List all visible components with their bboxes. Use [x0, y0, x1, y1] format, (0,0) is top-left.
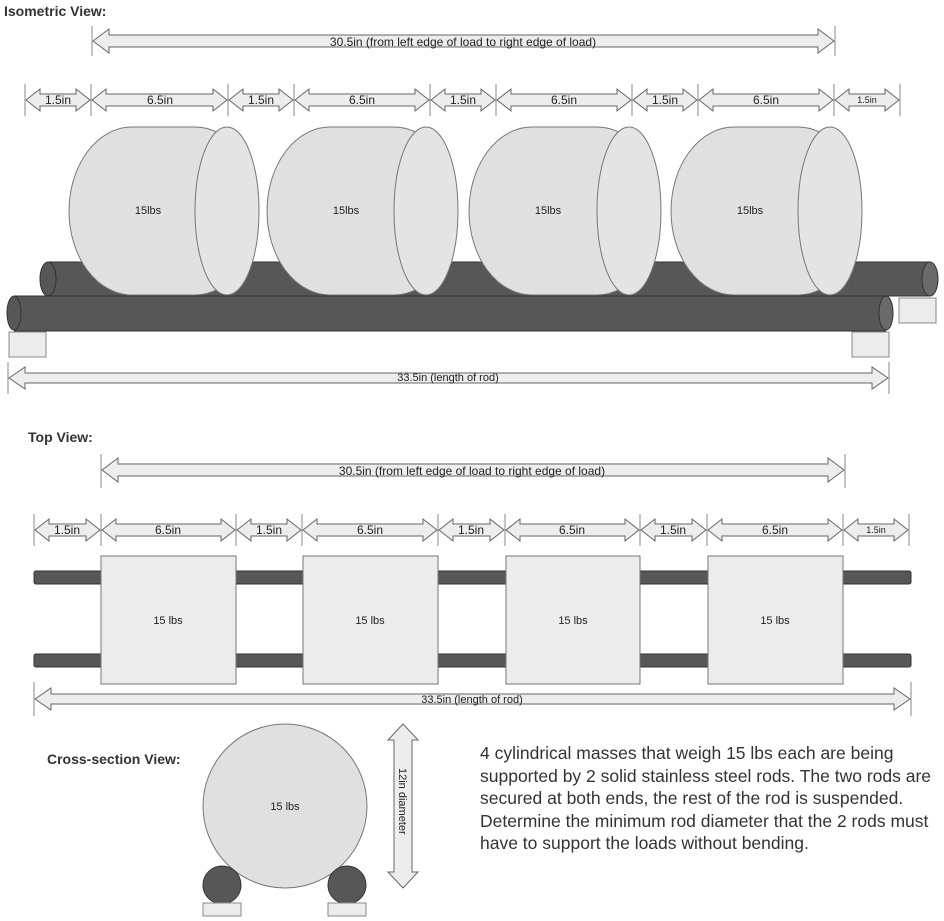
svg-text:33.5in (length of rod): 33.5in (length of rod)	[421, 694, 523, 706]
diameter-dimension	[388, 724, 418, 888]
svg-text:15 lbs: 15 lbs	[270, 801, 300, 813]
svg-text:15lbs: 15lbs	[134, 205, 162, 217]
iso-load-cylinder-2	[267, 127, 458, 295]
svg-text:6.5in: 6.5in	[558, 523, 586, 537]
svg-text:15lbs: 15lbs	[534, 205, 562, 217]
problem-description: 4 cylindrical masses that weigh 15 lbs each are being supported by 2 solid stainless steel rods. The two rods are secured at both ends, the rest of the rod is suspended. Determine the minimum rod diameter that the 2 rods must have to support the loads without bending.	[480, 743, 932, 853]
svg-text:15 lbs: 15 lbs	[355, 615, 385, 627]
svg-text:6.5in: 6.5in	[146, 93, 174, 107]
svg-text:15 lbs: 15 lbs	[760, 615, 790, 627]
svg-text:30.5in (from left edge of load: 30.5in (from left edge of load to right edge of load)	[329, 35, 597, 49]
svg-text:1.5in: 1.5in	[659, 523, 687, 537]
iso-load-cylinder-1	[69, 127, 259, 295]
iso-front-left-support	[9, 332, 46, 357]
cross-section-rod-left	[203, 866, 241, 904]
iso-front-right-support	[852, 332, 889, 357]
svg-text:1.5in: 1.5in	[255, 523, 283, 537]
top-load-3	[506, 556, 640, 684]
svg-text:6.5in: 6.5in	[356, 523, 384, 537]
svg-text:15lbs: 15lbs	[332, 205, 360, 217]
svg-text:6.5in: 6.5in	[550, 93, 578, 107]
svg-text:1.5in: 1.5in	[457, 523, 485, 537]
iso-front-rod	[7, 296, 893, 331]
svg-text:1.5in: 1.5in	[53, 523, 81, 537]
iso-rod-length-dimension	[8, 362, 889, 394]
iso-overall-load-dimension	[92, 26, 835, 56]
svg-text:12in diameter: 12in diameter	[396, 768, 408, 835]
iso-load-cylinder-4	[671, 127, 862, 295]
top-view-title: Top View:	[28, 429, 93, 445]
svg-text:6.5in: 6.5in	[761, 523, 789, 537]
top-rod-length-dimension	[34, 682, 911, 716]
svg-text:1.5in: 1.5in	[247, 93, 275, 107]
top-load-4	[708, 556, 843, 684]
iso-back-right-support	[899, 298, 936, 323]
cross-section-rod-right	[328, 866, 366, 904]
cross-section-title: Cross-section View:	[47, 751, 181, 767]
cross-section-support-right	[328, 903, 366, 916]
svg-text:15lbs: 15lbs	[736, 205, 764, 217]
iso-load-cylinder-3	[469, 127, 661, 295]
cross-section-support-left	[203, 903, 241, 916]
top-segment-dimensions	[34, 514, 909, 546]
cross-section-load	[203, 724, 367, 888]
svg-text:1.5in: 1.5in	[651, 93, 679, 107]
svg-text:1.5in: 1.5in	[857, 95, 877, 105]
svg-text:15 lbs: 15 lbs	[558, 615, 588, 627]
svg-text:6.5in: 6.5in	[752, 93, 780, 107]
svg-text:30.5in (from left edge of load: 30.5in (from left edge of load to right edge of load)	[338, 464, 606, 478]
svg-text:15 lbs: 15 lbs	[153, 615, 183, 627]
svg-text:1.5in: 1.5in	[44, 93, 72, 107]
svg-text:6.5in: 6.5in	[348, 93, 376, 107]
top-load-2	[303, 556, 438, 684]
top-overall-load-dimension	[101, 454, 845, 488]
top-load-1	[101, 556, 236, 684]
iso-segment-dimensions	[25, 84, 900, 116]
svg-text:33.5in (length of rod): 33.5in (length of rod)	[397, 372, 499, 384]
svg-text:1.5in: 1.5in	[449, 93, 477, 107]
svg-text:6.5in: 6.5in	[154, 523, 182, 537]
isometric-title: Isometric View:	[4, 3, 107, 19]
svg-text:1.5in: 1.5in	[866, 525, 886, 535]
